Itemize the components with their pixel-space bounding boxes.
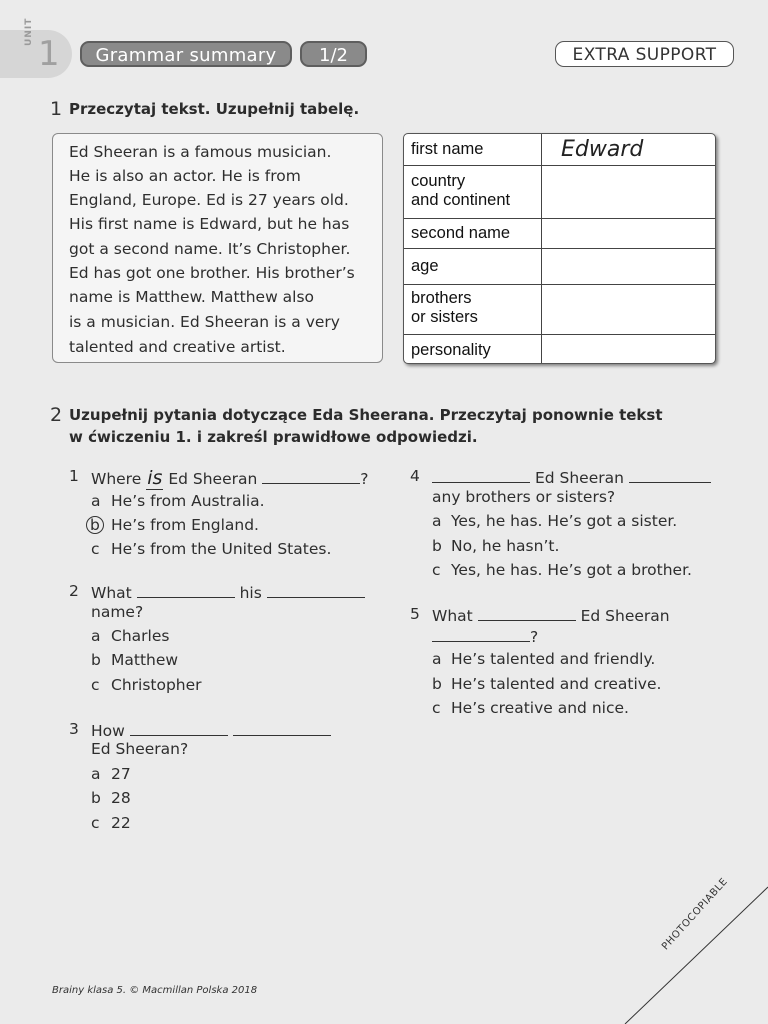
question-2-word-3: name? [91, 603, 144, 621]
option-letter[interactable]: c [91, 814, 100, 832]
table-label-siblings-2: or sisters [411, 308, 478, 326]
option-letter[interactable]: b [90, 516, 100, 534]
table-label-country-2: and continent [411, 191, 511, 209]
question-5-number: 5 [410, 605, 420, 623]
table-label-personality: personality [411, 341, 491, 359]
photocopiable-label: PHOTOCOPIABLE [660, 876, 731, 953]
text-line: got a second name. It’s Christopher. [69, 240, 351, 258]
option-letter[interactable]: a [91, 492, 101, 510]
question-1-word: Where [91, 470, 142, 488]
unit-label: UNIT [24, 17, 34, 46]
text-line: is a musician. Ed Sheeran is a very [69, 313, 340, 331]
exercise-2-instruction-line-1: Uzupełnij pytania dotyczące Eda Sheerana. Przeczytaj ponownie tekst [69, 406, 663, 424]
text-line: Ed has got one brother. His brother’s [69, 264, 355, 282]
option-letter[interactable]: b [91, 651, 101, 669]
section-title: Grammar summary [80, 41, 292, 67]
option-text: 27 [111, 765, 131, 783]
option-letter[interactable]: a [432, 650, 442, 668]
text-line: His first name is Edward, but he has [69, 215, 350, 233]
option-text: He’s from Australia. [111, 492, 265, 510]
exercise-1-instruction: Przeczytaj tekst. Uzupełnij tabelę. [69, 100, 360, 118]
option-letter[interactable]: a [91, 627, 101, 645]
page-indicator: 1/2 [300, 41, 367, 67]
option-text: 22 [111, 814, 131, 832]
text-line: name is Matthew. Matthew also [69, 288, 315, 306]
question-mark: ? [360, 470, 369, 488]
copyright-credit: Brainy klasa 5. © Macmillan Polska 2018 [52, 985, 258, 996]
table-label-siblings: brothers [411, 289, 472, 307]
question-2-word-2: his [239, 584, 262, 602]
option-text: Charles [111, 627, 170, 645]
question-4-word: Ed Sheeran [534, 469, 624, 487]
question-3-number: 3 [69, 720, 79, 738]
question-5-word-2: Ed Sheeran [580, 607, 670, 625]
exercise-2-number: 2 [50, 404, 63, 426]
option-text: Yes, he has. He’s got a sister. [451, 512, 678, 530]
exercise-2-instruction-line-2: w ćwiczeniu 1. i zakreśl prawidłowe odpowiedzi. [69, 428, 478, 446]
option-text: Yes, he has. He’s got a brother. [451, 561, 692, 579]
question-3-word: How [91, 722, 125, 740]
option-letter[interactable]: b [432, 675, 442, 693]
table-label-first-name: first name [411, 140, 484, 158]
option-letter[interactable]: c [432, 699, 441, 717]
text-line: Ed Sheeran is a famous musician. [69, 143, 332, 161]
question-2-number: 2 [69, 582, 79, 600]
question-2-word: What [91, 584, 132, 602]
table-label-age: age [411, 257, 439, 275]
option-letter[interactable]: b [432, 537, 442, 555]
option-text: He’s from the United States. [111, 540, 332, 558]
unit-number: 1 [38, 34, 60, 74]
question-5-word: What [432, 607, 473, 625]
option-letter[interactable]: a [91, 765, 101, 783]
question-1-number: 1 [69, 467, 79, 485]
option-letter[interactable]: c [432, 561, 441, 579]
exercise-1-number: 1 [50, 98, 63, 120]
text-line: He is also an actor. He is from [69, 167, 301, 185]
option-text: Christopher [111, 676, 202, 694]
option-text: No, he hasn’t. [451, 537, 560, 555]
question-1-word-2: Ed Sheeran [168, 470, 258, 488]
option-text: He’s creative and nice. [451, 699, 629, 717]
option-text: He’s talented and creative. [451, 675, 662, 693]
option-text: 28 [111, 789, 131, 807]
text-line: England, Europe. Ed is 27 years old. [69, 191, 349, 209]
table-value-first-name[interactable]: Edward [561, 137, 644, 162]
option-text: Matthew [111, 651, 179, 669]
table-label-country: country [411, 172, 466, 190]
option-letter[interactable]: c [91, 540, 100, 558]
option-text: He’s talented and friendly. [451, 650, 656, 668]
question-4-number: 4 [410, 467, 420, 485]
table-label-second-name: second name [411, 224, 511, 242]
option-letter[interactable]: b [91, 789, 101, 807]
option-letter[interactable]: a [432, 512, 442, 530]
question-1-handwritten-answer[interactable]: is [147, 467, 163, 489]
text-line: talented and creative artist. [69, 338, 286, 356]
option-text: He’s from England. [111, 516, 259, 534]
question-mark: ? [530, 628, 539, 646]
question-3-word-2: Ed Sheeran? [91, 740, 189, 758]
question-4-word-2: any brothers or sisters? [432, 488, 616, 506]
extra-support-badge: EXTRA SUPPORT [555, 41, 734, 67]
option-letter[interactable]: c [91, 676, 100, 694]
